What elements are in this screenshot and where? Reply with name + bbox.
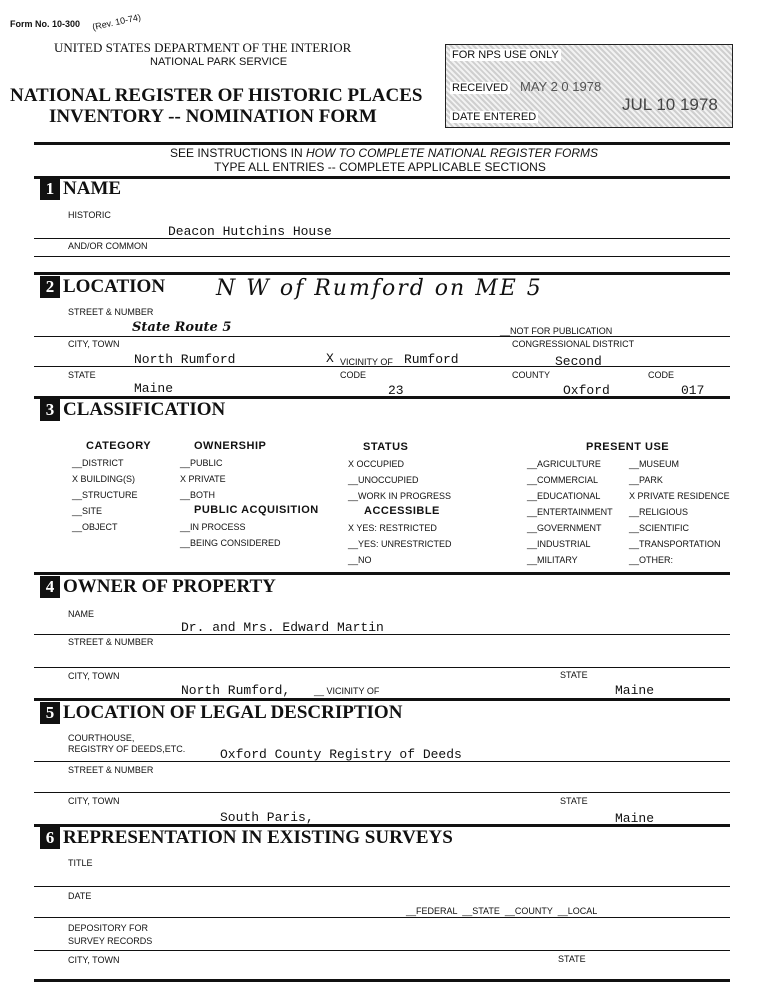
category-structure[interactable]: __STRUCTURE (72, 490, 138, 500)
divider (34, 917, 730, 918)
survey-title-label: TITLE (68, 858, 93, 868)
use-educational[interactable]: __EDUCATIONAL (527, 491, 601, 501)
use-museum[interactable]: __MUSEUM (629, 459, 680, 469)
form-title-line1: NATIONAL REGISTER OF HISTORIC PLACES (10, 85, 423, 106)
registry-street-label: STREET & NUMBER (68, 765, 154, 775)
section-5-header (40, 702, 402, 724)
accessible-yes-restricted[interactable]: X YES: RESTRICTED (348, 523, 437, 533)
department-name: UNITED STATES DEPARTMENT OF THE INTERIOR (54, 40, 352, 55)
present-use-list-1 (527, 456, 613, 568)
date-entered-stamp: JUL 10 1978 (622, 95, 718, 114)
state-value[interactable]: Maine (134, 381, 174, 396)
use-agriculture[interactable]: __AGRICULTURE (527, 459, 601, 469)
owner-city-label: CITY, TOWN (68, 671, 120, 681)
owner-city-value[interactable]: North Rumford, (181, 683, 291, 698)
public-acquisition-heading: PUBLIC ACQUISITION (194, 504, 319, 516)
section-number: 5 (40, 702, 60, 724)
divider (34, 238, 730, 239)
depository-label-2: SURVEY RECORDS (68, 936, 153, 946)
owner-name-label: NAME (68, 609, 95, 619)
county-code-value[interactable]: 017 (681, 383, 705, 398)
section-title: OWNER OF PROPERTY (63, 576, 276, 597)
registry-state-value[interactable]: Maine (615, 811, 655, 826)
divider (34, 950, 730, 951)
present-use-list-2 (629, 456, 730, 568)
section-number: 1 (40, 178, 60, 200)
form-number: Form No. 10-300 (10, 19, 81, 29)
section-number: 4 (40, 576, 60, 598)
use-park[interactable]: __PARK (629, 475, 663, 485)
status-heading: STATUS (363, 441, 409, 453)
use-military[interactable]: __MILITARY (527, 555, 578, 565)
survey-state-label: STATE (558, 954, 586, 964)
accessible-no[interactable]: __NO (348, 555, 372, 565)
nps-use-only-label: FOR NPS USE ONLY (452, 49, 559, 61)
acquisition-list (180, 519, 281, 551)
owner-state-value[interactable]: Maine (615, 683, 655, 698)
county-code-label: CODE (648, 370, 675, 380)
state-code-value[interactable]: 23 (388, 383, 404, 398)
form-revision: (Rev. 10-74) (91, 11, 142, 33)
divider (34, 336, 730, 337)
divider (34, 667, 730, 668)
courthouse-label: COURTHOUSE, (68, 733, 135, 743)
section-4-header (40, 576, 276, 598)
category-heading: CATEGORY (86, 440, 152, 452)
status-list (348, 456, 451, 504)
category-buildings[interactable]: X BUILDING(S) (72, 474, 136, 484)
divider (34, 979, 730, 982)
registry-city-label: CITY, TOWN (68, 796, 120, 806)
accessible-list (348, 520, 452, 568)
category-site[interactable]: __SITE (72, 506, 103, 516)
section-title: CLASSIFICATION (63, 399, 226, 420)
instructions-text: SEE INSTRUCTIONS IN (169, 146, 306, 160)
category-district[interactable]: __DISTRICT (72, 458, 124, 468)
congressional-district-label: CONGRESSIONAL DISTRICT (512, 339, 635, 349)
section-number: 6 (40, 827, 60, 849)
divider (34, 366, 730, 367)
not-for-publication-checkbox[interactable]: __NOT FOR PUBLICATION (500, 326, 613, 336)
section-1-header (40, 178, 121, 200)
survey-date-label: DATE (68, 891, 92, 901)
status-unoccupied[interactable]: __UNOCCUPIED (348, 475, 419, 485)
ownership-heading: OWNERSHIP (194, 440, 267, 452)
use-government[interactable]: __GOVERNMENT (527, 523, 602, 533)
section-number: 3 (40, 399, 60, 421)
owner-street-label: STREET & NUMBER (68, 637, 154, 647)
registry-value[interactable]: Oxford County Registry of Deeds (220, 747, 462, 762)
status-work-in-progress[interactable]: __WORK IN PROGRESS (348, 491, 452, 501)
section-title: LOCATION (63, 276, 166, 297)
instructions-booklet-title: HOW TO COMPLETE NATIONAL REGISTER FORMS (305, 146, 599, 160)
divider (34, 792, 730, 793)
county-label: COUNTY (512, 370, 550, 380)
registry-label: REGISTRY OF DEEDS,ETC. (68, 744, 186, 754)
accessible-heading: ACCESSIBLE (364, 505, 440, 517)
instructions-line1 (0, 146, 768, 160)
divider (34, 761, 730, 762)
divider (34, 256, 730, 257)
county-value[interactable]: Oxford (563, 383, 610, 398)
use-transportation[interactable]: __TRANSPORTATION (629, 539, 721, 549)
use-other[interactable]: __OTHER: (629, 555, 674, 565)
city-town-value[interactable]: North Rumford (134, 352, 236, 367)
street-number-label: STREET & NUMBER (68, 307, 154, 317)
ownership-public[interactable]: __PUBLIC (180, 458, 223, 468)
depository-label-1: DEPOSITORY FOR (68, 923, 149, 933)
street-number-value[interactable]: State Route 5 (132, 320, 232, 335)
form-title-line2: INVENTORY -- NOMINATION FORM (49, 106, 377, 127)
divider (34, 886, 730, 887)
code-label: CODE (340, 370, 367, 380)
survey-city-label: CITY, TOWN (68, 955, 120, 965)
acquisition-being-considered[interactable]: __BEING CONSIDERED (180, 538, 281, 548)
received-label: RECEIVED (452, 82, 509, 94)
use-scientific[interactable]: __SCIENTIFIC (629, 523, 690, 533)
use-private-residence[interactable]: X PRIVATE RESIDENCE (629, 491, 730, 501)
vicinity-checkbox[interactable]: X (326, 351, 334, 366)
ownership-both[interactable]: __BOTH (180, 490, 216, 500)
nps-use-only-box (445, 44, 733, 128)
divider (34, 272, 730, 275)
section-title: NAME (63, 178, 122, 199)
vicinity-of-label: VICINITY OF (340, 357, 393, 367)
divider (34, 572, 730, 575)
section-3-header (40, 399, 225, 421)
accessible-yes-unrestricted[interactable]: __YES: UNRESTRICTED (348, 539, 452, 549)
present-use-heading: PRESENT USE (586, 441, 670, 453)
service-name: NATIONAL PARK SERVICE (150, 56, 288, 68)
section-6-header (40, 827, 453, 849)
received-stamp: MAY 2 0 1978 (520, 79, 602, 94)
ownership-list (180, 455, 226, 503)
section-2-header (40, 276, 165, 298)
section-title: LOCATION OF LEGAL DESCRIPTION (63, 702, 403, 723)
section-number: 2 (40, 276, 60, 298)
owner-name-value[interactable]: Dr. and Mrs. Edward Martin (181, 620, 384, 635)
date-entered-label: DATE ENTERED (452, 111, 537, 123)
acquisition-in-process[interactable]: __IN PROCESS (180, 522, 246, 532)
divider (34, 634, 730, 635)
vicinity-value[interactable]: Rumford (404, 352, 459, 367)
divider (34, 142, 730, 145)
owner-vicinity-checkbox[interactable]: __ VICINITY OF (314, 686, 380, 696)
use-entertainment[interactable]: __ENTERTAINMENT (527, 507, 613, 517)
category-object[interactable]: __OBJECT (72, 522, 118, 532)
instructions-line2: TYPE ALL ENTRIES -- COMPLETE APPLICABLE SECTIONS (214, 160, 546, 174)
divider (34, 176, 730, 179)
owner-state-label: STATE (560, 670, 588, 680)
use-commercial[interactable]: __COMMERCIAL (527, 475, 599, 485)
handwritten-location-note: N W of Rumford on ME 5 (216, 276, 543, 301)
registry-state-label: STATE (560, 796, 588, 806)
divider (34, 698, 730, 701)
status-occupied[interactable]: X OCCUPIED (348, 459, 405, 469)
use-industrial[interactable]: __INDUSTRIAL (527, 539, 591, 549)
ownership-private[interactable]: X PRIVATE (180, 474, 226, 484)
registry-city-value[interactable]: South Paris, (220, 810, 314, 825)
congressional-district-value[interactable]: Second (555, 354, 602, 369)
historic-label: HISTORIC (68, 210, 111, 220)
section-title: REPRESENTATION IN EXISTING SURVEYS (63, 827, 453, 848)
historic-name-value[interactable]: Deacon Hutchins House (168, 224, 332, 239)
city-town-label: CITY, TOWN (68, 339, 120, 349)
common-name-label: AND/OR COMMON (68, 241, 148, 251)
survey-scope-options[interactable]: __FEDERAL __STATE __COUNTY __LOCAL (406, 906, 598, 916)
state-label: STATE (68, 370, 96, 380)
category-list (72, 455, 138, 535)
use-religious[interactable]: __RELIGIOUS (629, 507, 689, 517)
